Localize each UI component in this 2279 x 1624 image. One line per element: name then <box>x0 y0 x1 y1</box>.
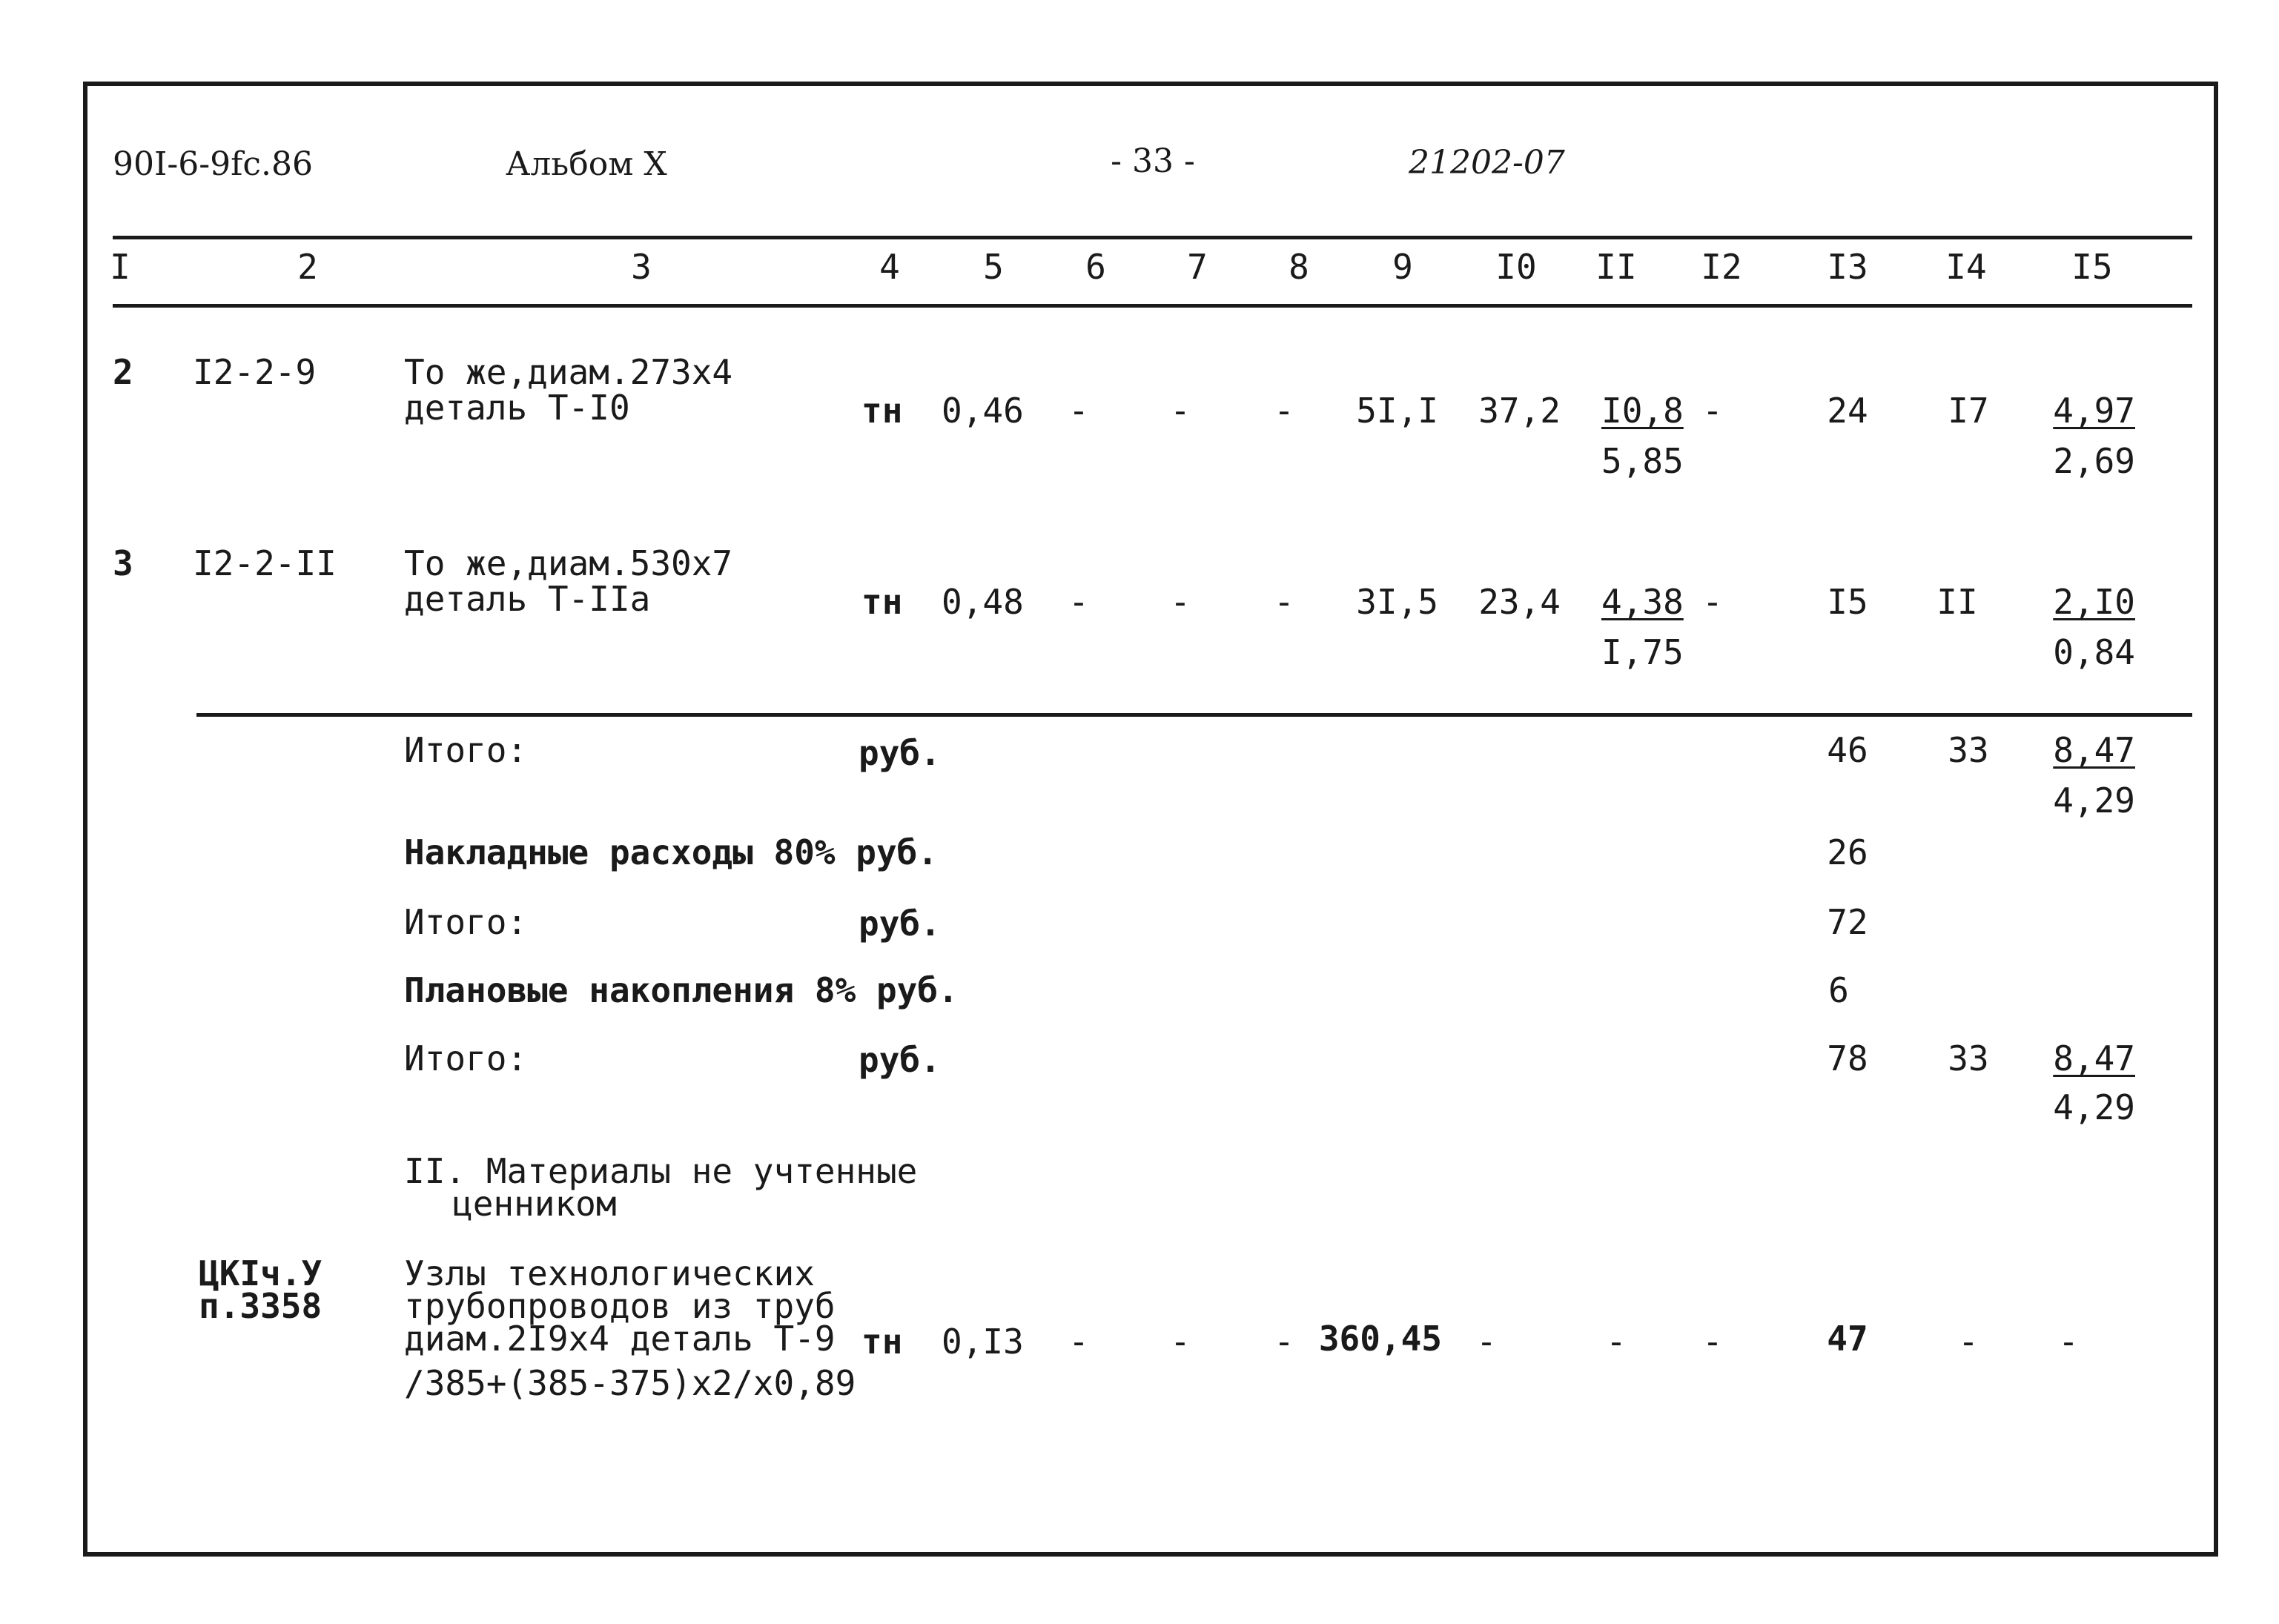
material-dash: - <box>1476 1322 1497 1362</box>
section-title-line: ценником <box>452 1184 617 1224</box>
summary-unit: руб. <box>859 1040 941 1080</box>
material-dash: - <box>1606 1322 1627 1362</box>
header-rule-top <box>113 236 2192 239</box>
summary-unit: руб. <box>859 904 941 944</box>
summary-label: Итого: <box>404 902 528 942</box>
column-number: 5 <box>983 247 1004 287</box>
column-number: I4 <box>1945 247 1987 287</box>
row-col11-bottom: I,75 <box>1601 632 1684 672</box>
material-description-line: Узлы технологических <box>404 1253 815 1293</box>
summary-label: Плановые накопления 8% руб. <box>404 970 959 1010</box>
material-dash: - <box>1274 1322 1294 1362</box>
row-col14: I7 <box>1948 391 1989 431</box>
summary-col13: 72 <box>1827 902 1868 942</box>
material-description-line: /385+(385-375)х2/х0,89 <box>404 1363 856 1403</box>
row-description-line: То же,диам.530х7 <box>404 543 733 583</box>
row-col11-top: 4,38 <box>1601 582 1684 622</box>
row-code: I2-2-II <box>193 543 337 583</box>
column-number: I2 <box>1701 247 1742 287</box>
summary-col14: 33 <box>1948 730 1989 770</box>
column-number: 8 <box>1289 247 1309 287</box>
material-unit: тн <box>861 1322 903 1362</box>
material-description-line: трубопроводов из труб <box>404 1286 836 1326</box>
row-unit: тн <box>861 391 903 431</box>
row-quantity: 0,46 <box>942 391 1024 431</box>
summary-label: Накладные расходы 80% руб. <box>404 832 939 872</box>
row-dash: - <box>1068 391 1089 431</box>
column-number: 7 <box>1187 247 1208 287</box>
header-rule-bottom <box>113 304 2192 308</box>
row-col13: 24 <box>1827 391 1868 431</box>
row-description-line: деталь Т-I0 <box>404 388 630 428</box>
summary-col13: 78 <box>1827 1038 1868 1078</box>
material-dash: - <box>1958 1322 1979 1362</box>
column-number: 9 <box>1392 247 1413 287</box>
material-col13: 47 <box>1827 1319 1868 1359</box>
row-dash: - <box>1274 582 1294 622</box>
summary-col15-bottom: 4,29 <box>2053 780 2135 821</box>
document-number: 21202-07 <box>1409 144 1565 182</box>
row-col10: 37,2 <box>1478 391 1561 431</box>
summary-col13: 6 <box>1828 970 1849 1010</box>
summary-rule <box>196 713 2192 717</box>
row-number: 3 <box>113 543 133 583</box>
summary-col13: 46 <box>1827 730 1868 770</box>
page-number: - 33 - <box>1111 142 1195 180</box>
row-col15-top: 4,97 <box>2053 391 2135 431</box>
row-quantity: 0,48 <box>942 582 1024 622</box>
material-quantity: 0,I3 <box>942 1322 1024 1362</box>
row-dash: - <box>1702 582 1723 622</box>
summary-col14: 33 <box>1948 1038 1989 1078</box>
material-code-line: п.3358 <box>199 1286 322 1326</box>
row-dash: - <box>1274 391 1294 431</box>
row-col9: 5I,I <box>1356 391 1438 431</box>
row-dash: - <box>1170 582 1191 622</box>
column-number: I0 <box>1495 247 1537 287</box>
row-col10: 23,4 <box>1478 582 1561 622</box>
material-dash: - <box>1702 1322 1723 1362</box>
material-dash: - <box>2058 1322 2079 1362</box>
column-number: 2 <box>297 247 318 287</box>
row-col9: 3I,5 <box>1356 582 1438 622</box>
row-dash: - <box>1068 582 1089 622</box>
summary-col15-bottom: 4,29 <box>2053 1087 2135 1127</box>
column-number: II <box>1595 247 1637 287</box>
row-description-line: То же,диам.273х4 <box>404 352 733 392</box>
column-number: 3 <box>631 247 652 287</box>
row-number: 2 <box>113 352 133 392</box>
material-col9: 360,45 <box>1318 1319 1442 1359</box>
column-number: 4 <box>879 247 900 287</box>
album-label: Альбом X <box>506 145 667 183</box>
column-number: I3 <box>1827 247 1868 287</box>
material-description-line: диам.2I9х4 деталь Т-9 <box>404 1319 836 1359</box>
summary-col15-top: 8,47 <box>2053 1038 2135 1078</box>
row-col13: I5 <box>1827 582 1868 622</box>
row-col11-bottom: 5,85 <box>1601 441 1684 481</box>
row-col15-bottom: 0,84 <box>2053 632 2135 672</box>
summary-col13: 26 <box>1827 832 1868 872</box>
column-number: I <box>110 247 130 287</box>
material-dash: - <box>1068 1322 1089 1362</box>
summary-unit: руб. <box>859 733 941 773</box>
page-frame <box>83 82 2218 1557</box>
row-code: I2-2-9 <box>193 352 317 392</box>
column-number: I5 <box>2071 247 2113 287</box>
material-dash: - <box>1170 1322 1191 1362</box>
row-col15-top: 2,I0 <box>2053 582 2135 622</box>
row-dash: - <box>1702 391 1723 431</box>
row-col14: II <box>1936 582 1978 622</box>
row-description-line: деталь Т-IIа <box>404 579 651 619</box>
row-col15-bottom: 2,69 <box>2053 441 2135 481</box>
column-number: 6 <box>1085 247 1106 287</box>
section-title-line: II. Материалы не учтенные <box>404 1151 918 1191</box>
row-col11-top: I0,8 <box>1601 391 1684 431</box>
summary-label: Итого: <box>404 730 528 770</box>
row-dash: - <box>1170 391 1191 431</box>
document-code: 90I-6-9fc.86 <box>113 145 313 183</box>
summary-col15-top: 8,47 <box>2053 730 2135 770</box>
summary-label: Итого: <box>404 1038 528 1078</box>
material-code-line: ЦКIч.У <box>199 1253 322 1293</box>
row-unit: тн <box>861 582 903 622</box>
